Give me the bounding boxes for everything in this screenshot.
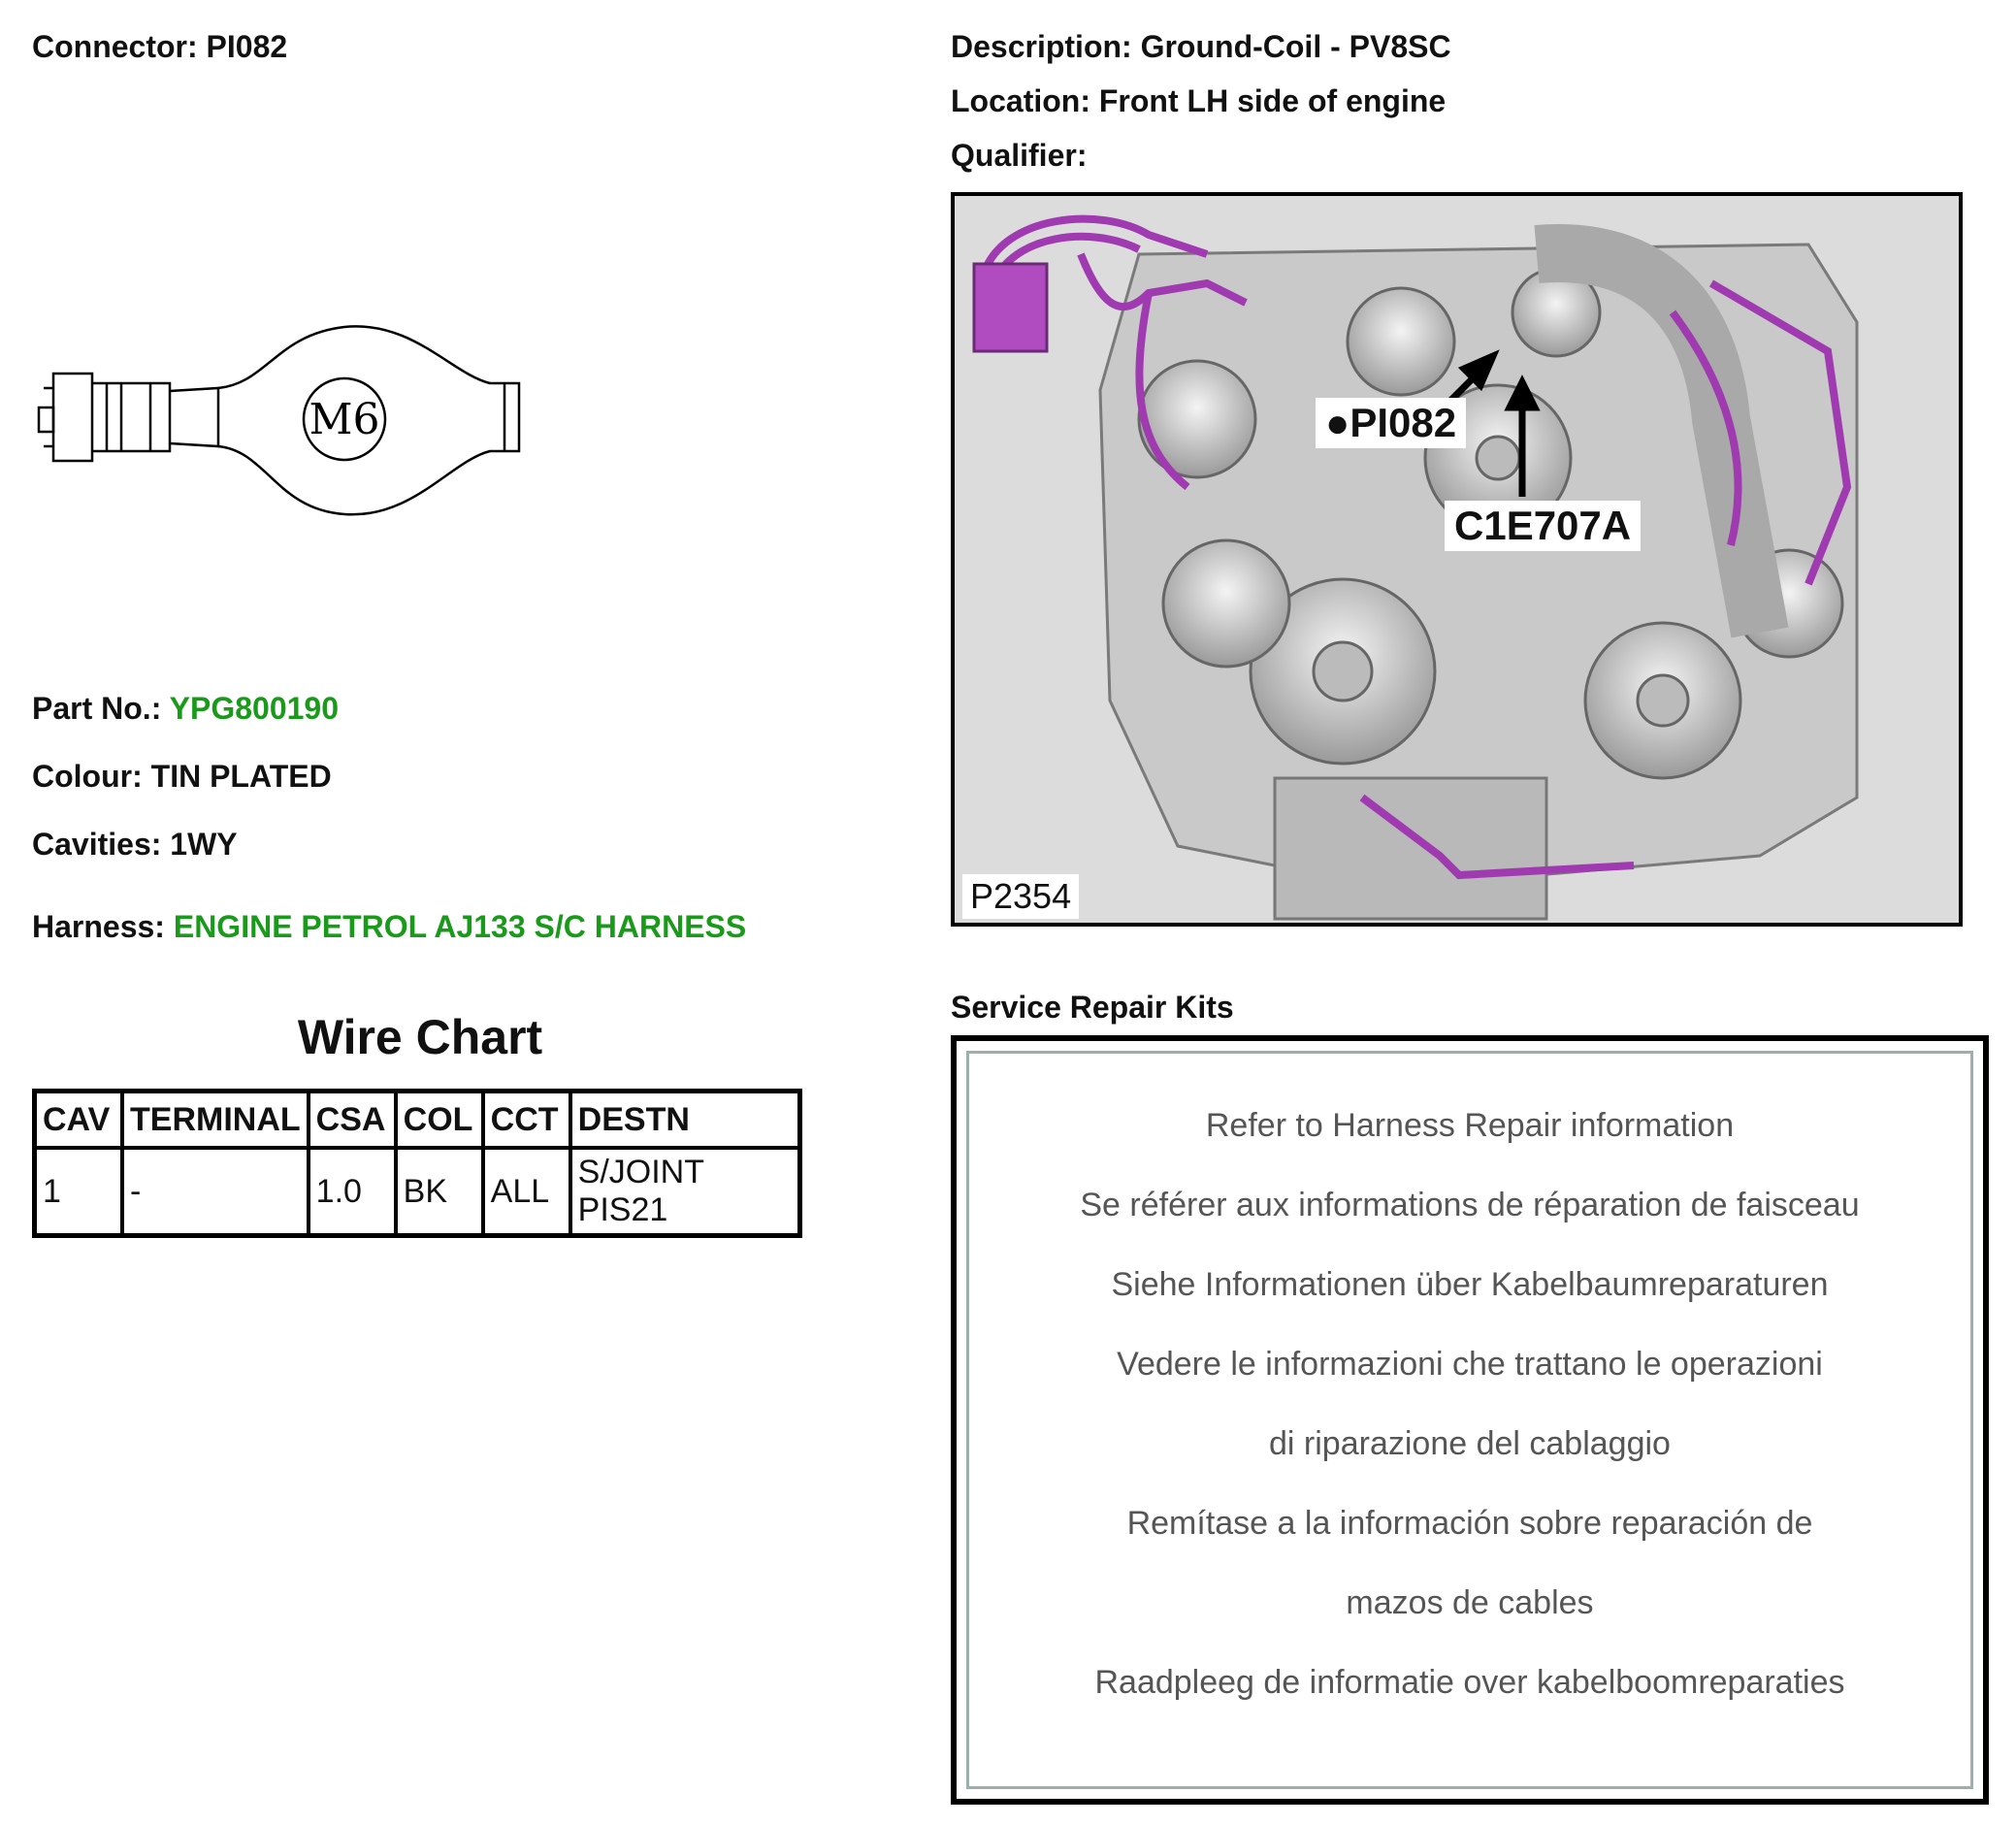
kit-line-fr: Se référer aux informations de réparation de faisceau bbox=[1080, 1187, 1860, 1223]
header-destn: DESTN bbox=[570, 1092, 800, 1149]
wire-chart-table bbox=[32, 1089, 802, 1238]
service-repair-kits-panel bbox=[966, 1051, 1973, 1789]
description-label: Description: Ground-Coil - PV8SC bbox=[951, 29, 1451, 64]
kit-line-es-2: mazos de cables bbox=[1346, 1584, 1594, 1621]
service-repair-kits-box bbox=[951, 1035, 1989, 1805]
part-no-row bbox=[32, 691, 339, 727]
cavities-label: Cavities: 1WY bbox=[32, 827, 238, 862]
harness-row bbox=[32, 909, 746, 945]
wire-chart-header-row bbox=[35, 1092, 800, 1149]
figure-code-label: P2354 bbox=[962, 874, 1079, 919]
cell-col: BK bbox=[396, 1148, 483, 1236]
cell-terminal: - bbox=[122, 1148, 309, 1236]
service-repair-kits-title: Service Repair Kits bbox=[951, 990, 1234, 1025]
cell-cav: 1 bbox=[35, 1148, 123, 1236]
header-cct: CCT bbox=[483, 1092, 570, 1149]
wire-chart-title: Wire Chart bbox=[297, 1010, 543, 1064]
colour-label: Colour: TIN PLATED bbox=[32, 759, 332, 794]
header-col: COL bbox=[396, 1092, 483, 1149]
engine-illustration bbox=[955, 196, 1959, 923]
kit-line-nl: Raadpleeg de informatie over kabelboomreparaties bbox=[1094, 1664, 1845, 1701]
table-row bbox=[35, 1148, 800, 1236]
c1e707a-callout: C1E707A bbox=[1445, 501, 1641, 551]
cell-destn: S/JOINT PIS21 bbox=[570, 1148, 800, 1236]
cell-csa: 1.0 bbox=[309, 1148, 396, 1236]
header-csa: CSA bbox=[309, 1092, 396, 1149]
location-label: Location: Front LH side of engine bbox=[951, 83, 1447, 118]
kit-line-it-1: Vedere le informazioni che trattano le operazioni bbox=[1117, 1346, 1823, 1383]
kit-line-en: Refer to Harness Repair information bbox=[1205, 1107, 1735, 1144]
kit-line-it-2: di riparazione del cablaggio bbox=[1269, 1425, 1671, 1462]
pi082-callout: ●PI082 bbox=[1316, 398, 1466, 448]
ring-terminal-drawing bbox=[34, 315, 529, 534]
part-no-link[interactable]: YPG800190 bbox=[169, 691, 340, 726]
cell-cct: ALL bbox=[483, 1148, 570, 1236]
engine-location-image bbox=[951, 192, 1963, 927]
part-no-label: Part No.: bbox=[32, 691, 162, 726]
qualifier-label: Qualifier: bbox=[951, 138, 1088, 173]
kit-line-de: Siehe Informationen über Kabelbaumreparaturen bbox=[1111, 1266, 1829, 1303]
stud-size-text: M6 bbox=[309, 395, 380, 444]
harness-link[interactable]: ENGINE PETROL AJ133 S/C HARNESS bbox=[173, 909, 747, 944]
header-cav: CAV bbox=[35, 1092, 123, 1149]
connector-label: Connector: PI082 bbox=[32, 29, 288, 64]
header-terminal: TERMINAL bbox=[122, 1092, 309, 1149]
location-dot-icon: ● bbox=[1325, 400, 1350, 445]
kit-line-es-1: Remítase a la información sobre reparación de bbox=[1126, 1505, 1813, 1542]
harness-label: Harness: bbox=[32, 909, 165, 944]
